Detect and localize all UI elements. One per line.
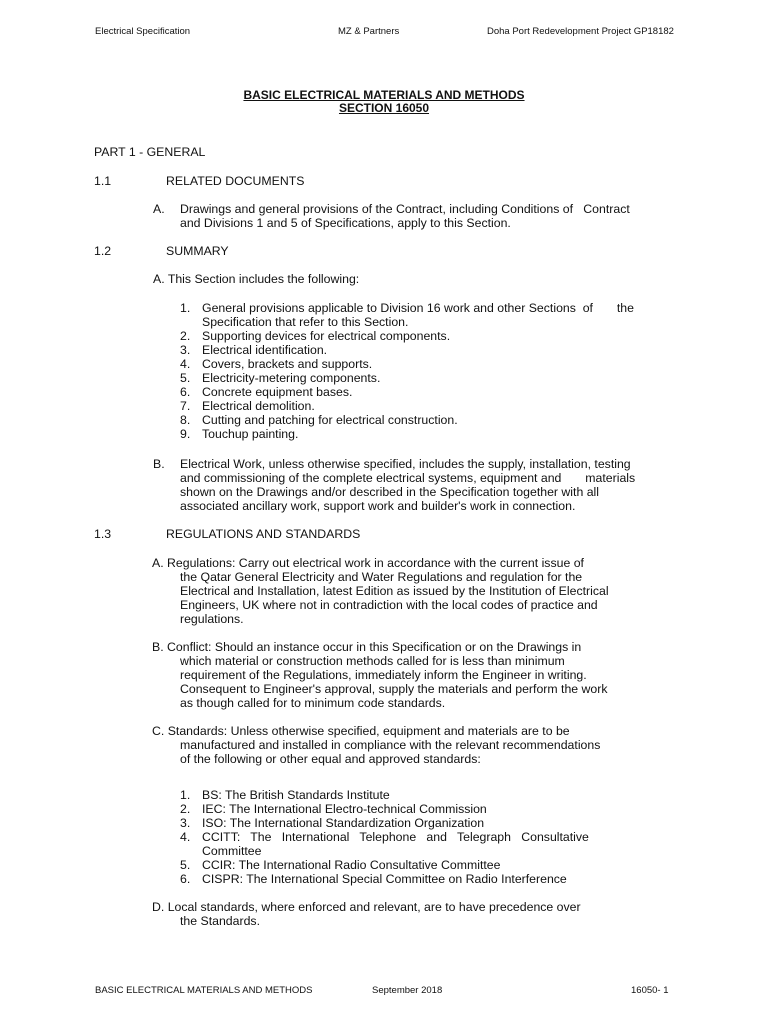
section-1-3-number: 1.3 [94,527,112,541]
list-item: 3. ISO: The International Standardization Organization [180,816,485,830]
list-item: 8. Cutting and patching for electrical construction. [180,413,458,427]
header-left: Electrical Specification [95,26,191,37]
list-item: 2. IEC: The International Electro-technical Commission [180,802,487,816]
section-1-2-b-text: Electrical Work, unless otherwise specified, includes the supply, installation, testing and commissioning of the complete electrical systems, equipment and materials shown on the Drawings and/or described in the Specification together with all associated ancillary work, support work and builder's work in connection. [180,457,636,513]
section-1-2-heading: SUMMARY [166,244,229,258]
footer-center: September 2018 [372,985,443,996]
page-number: 16050- 1 [631,985,669,996]
summary-list [180,301,660,441]
section-1-3-heading: REGULATIONS AND STANDARDS [166,527,361,541]
standards-paragraph: C. Standards: Unless otherwise specified, equipment and materials are to be manufactured and installed in compliance with the relevant recommendations of the following or other equal and approved standards: [152,724,601,766]
section-1-1-number: 1.1 [94,174,112,188]
list-item: 3. Electrical identification. [180,343,328,357]
list-item: 4. Covers, brackets and supports. [180,357,373,371]
section-1-1-heading: RELATED DOCUMENTS [166,174,305,188]
part-heading: PART 1 - GENERAL [94,145,206,159]
standards-list [180,788,660,886]
regulations-paragraph: A. Regulations: Carry out electrical work in accordance with the current issue of the Qatar General Electricity and Water Regulations and regulation for the Electrical and Installation, latest Edition as issued by the Institution of Electrical Engineers, UK where not in contradiction with the local codes of practice and regulations. [152,556,609,626]
header-center: MZ & Partners [338,26,400,37]
list-item: 5. Electricity-metering components. [180,371,381,385]
list-item: 5. CCIR: The International Radio Consultative Committee [180,858,501,872]
section-1-1-a-letter: A. [153,202,165,216]
section-1-1-a-text: Drawings and general provisions of the Contract, including Conditions of Contract and Divisions 1 and 5 of Specifications, apply to this Section. [180,202,630,230]
list-item: 1. General provisions applicable to Division 16 work and other Sections of the Specification that refer to this Section. [180,301,634,329]
footer-left: BASIC ELECTRICAL MATERIALS AND METHODS [95,985,313,996]
header-right: Doha Port Redevelopment Project GP18182 [487,26,674,37]
list-item: 4. CCITT: The International Telephone and Telegraph Consultative Committee [180,830,589,858]
list-item: 6. CISPR: The International Special Committee on Radio Interference [180,872,567,886]
list-item: 2. Supporting devices for electrical components. [180,329,451,343]
section-1-2-b-letter: B. [153,457,165,471]
section-1-2-a-text: A. This Section includes the following: [153,272,360,286]
section-1-2-number: 1.2 [94,244,112,258]
document-title: BASIC ELECTRICAL MATERIALS AND METHODS [243,88,525,102]
local-standards-paragraph: D. Local standards, where enforced and relevant, are to have precedence over the Standards. [152,900,581,928]
conflict-paragraph: B. Conflict: Should an instance occur in this Specification or on the Drawings in which material or construction methods called for is less than minimum requirement of the Regulations, immediately inform the Engineer in writing. Consequent to Engineer's approval, supply the materials and perform the work as though called for to minimum code standards. [152,640,608,710]
list-item: 9. Touchup painting. [180,427,299,441]
section-number: SECTION 16050 [338,101,430,115]
list-item: 7. Electrical demolition. [180,399,315,413]
list-item: 6. Concrete equipment bases. [180,385,353,399]
list-item: 1. BS: The British Standards Institute [180,788,390,802]
